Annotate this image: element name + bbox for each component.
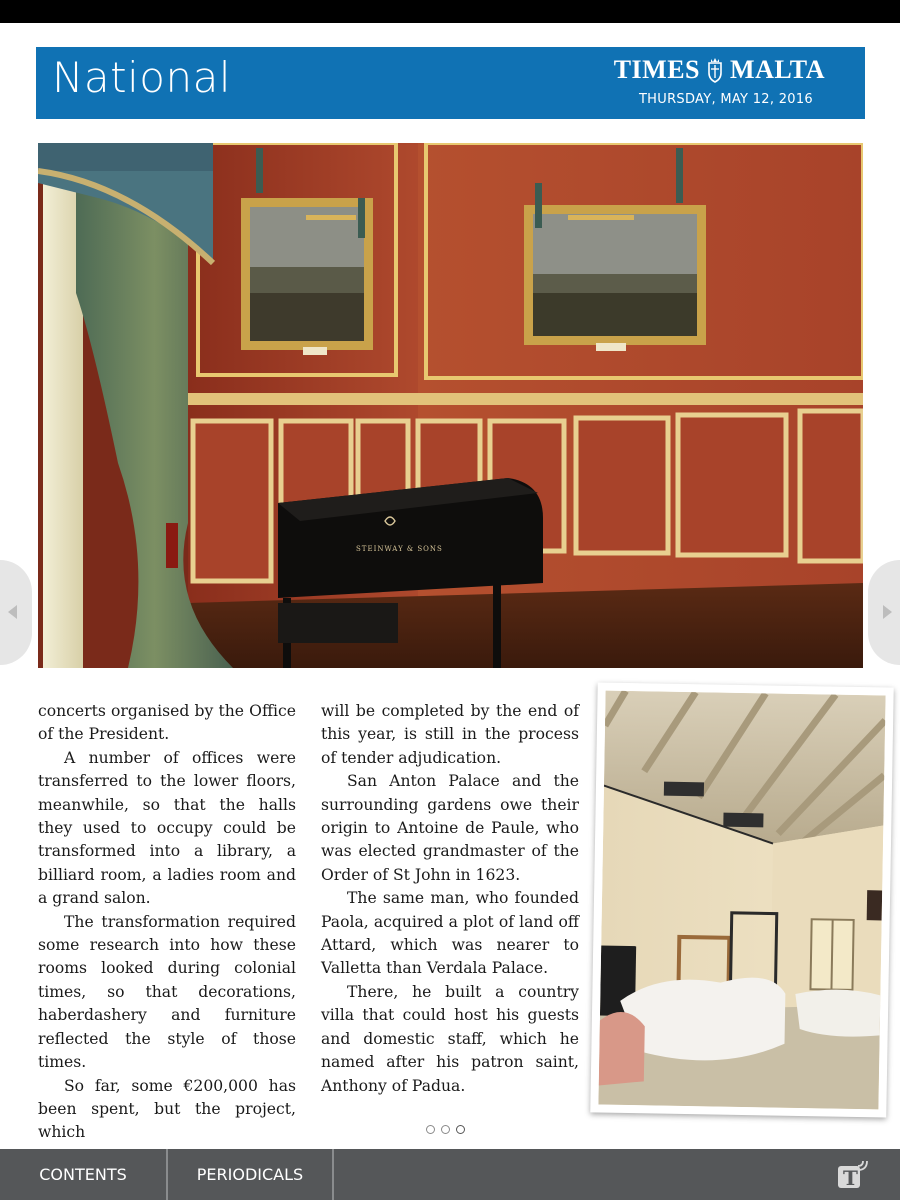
chevron-left-icon: [8, 605, 17, 619]
article-paragraph: So far, some €200,000 has been spent, but the project, which: [38, 1076, 296, 1142]
toolbar-divider: [332, 1149, 334, 1200]
section-header: [36, 47, 865, 119]
article-paragraph: A number of offices were transferred to the lower floors, meanwhile, so that the halls they used to occupy could be transformed into a library, a billiard room, a ladies room and a grand salon.: [38, 748, 296, 908]
status-bar: [0, 0, 900, 23]
article-paragraph: The transformation required some research into how these rooms looked during colonial times, so that decorations, haberdashery and furniture reflected the style of those times.: [38, 912, 296, 1072]
brand-right: MALTA: [730, 55, 825, 84]
crest-icon: [706, 57, 724, 83]
article-column-1: [38, 700, 296, 1145]
page-dot[interactable]: [441, 1125, 450, 1134]
periodicals-button[interactable]: PERIODICALS: [196, 1165, 304, 1184]
main-photo: [38, 143, 863, 668]
page-indicator: [426, 1125, 465, 1134]
contents-button[interactable]: CONTENTS: [39, 1165, 127, 1184]
article-paragraph: will be completed by the end of this year, is still in the process of tender adjudication.: [321, 702, 579, 767]
article-paragraph: There, he built a country villa that could host his guests and domestic staff, which he named after his patron saint, Anthony of Padua.: [321, 982, 579, 1095]
piano-brand-text: STEINWAY & SONS: [356, 545, 443, 553]
brand-left: TIMES: [613, 55, 701, 84]
brand-logo: [614, 55, 825, 85]
page-dot-current[interactable]: [456, 1125, 465, 1134]
chevron-right-icon: [883, 605, 892, 619]
article-paragraph: concerts organised by the Office of the President.: [38, 702, 296, 744]
next-page-button[interactable]: [868, 560, 900, 665]
section-title: National: [52, 53, 232, 102]
svg-text:T: T: [843, 1166, 858, 1190]
issue-date: THURSDAY, MAY 12, 2016: [638, 92, 813, 107]
article-column-2: [321, 700, 579, 1098]
times-t-logo-icon[interactable]: [836, 1160, 868, 1190]
bottom-toolbar: [0, 1149, 900, 1200]
article-paragraph: The same man, who founded Paola, acquired a plot of land off Attard, which was nearer to Valletta than Verdala Palace.: [321, 889, 579, 978]
side-photo: [590, 682, 893, 1117]
prev-page-button[interactable]: [0, 560, 32, 665]
page-dot[interactable]: [426, 1125, 435, 1134]
article-paragraph: San Anton Palace and the surrounding gardens owe their origin to Antoine de Paule, who was elected grandmaster of the Order of St John in 1623.: [321, 772, 579, 884]
